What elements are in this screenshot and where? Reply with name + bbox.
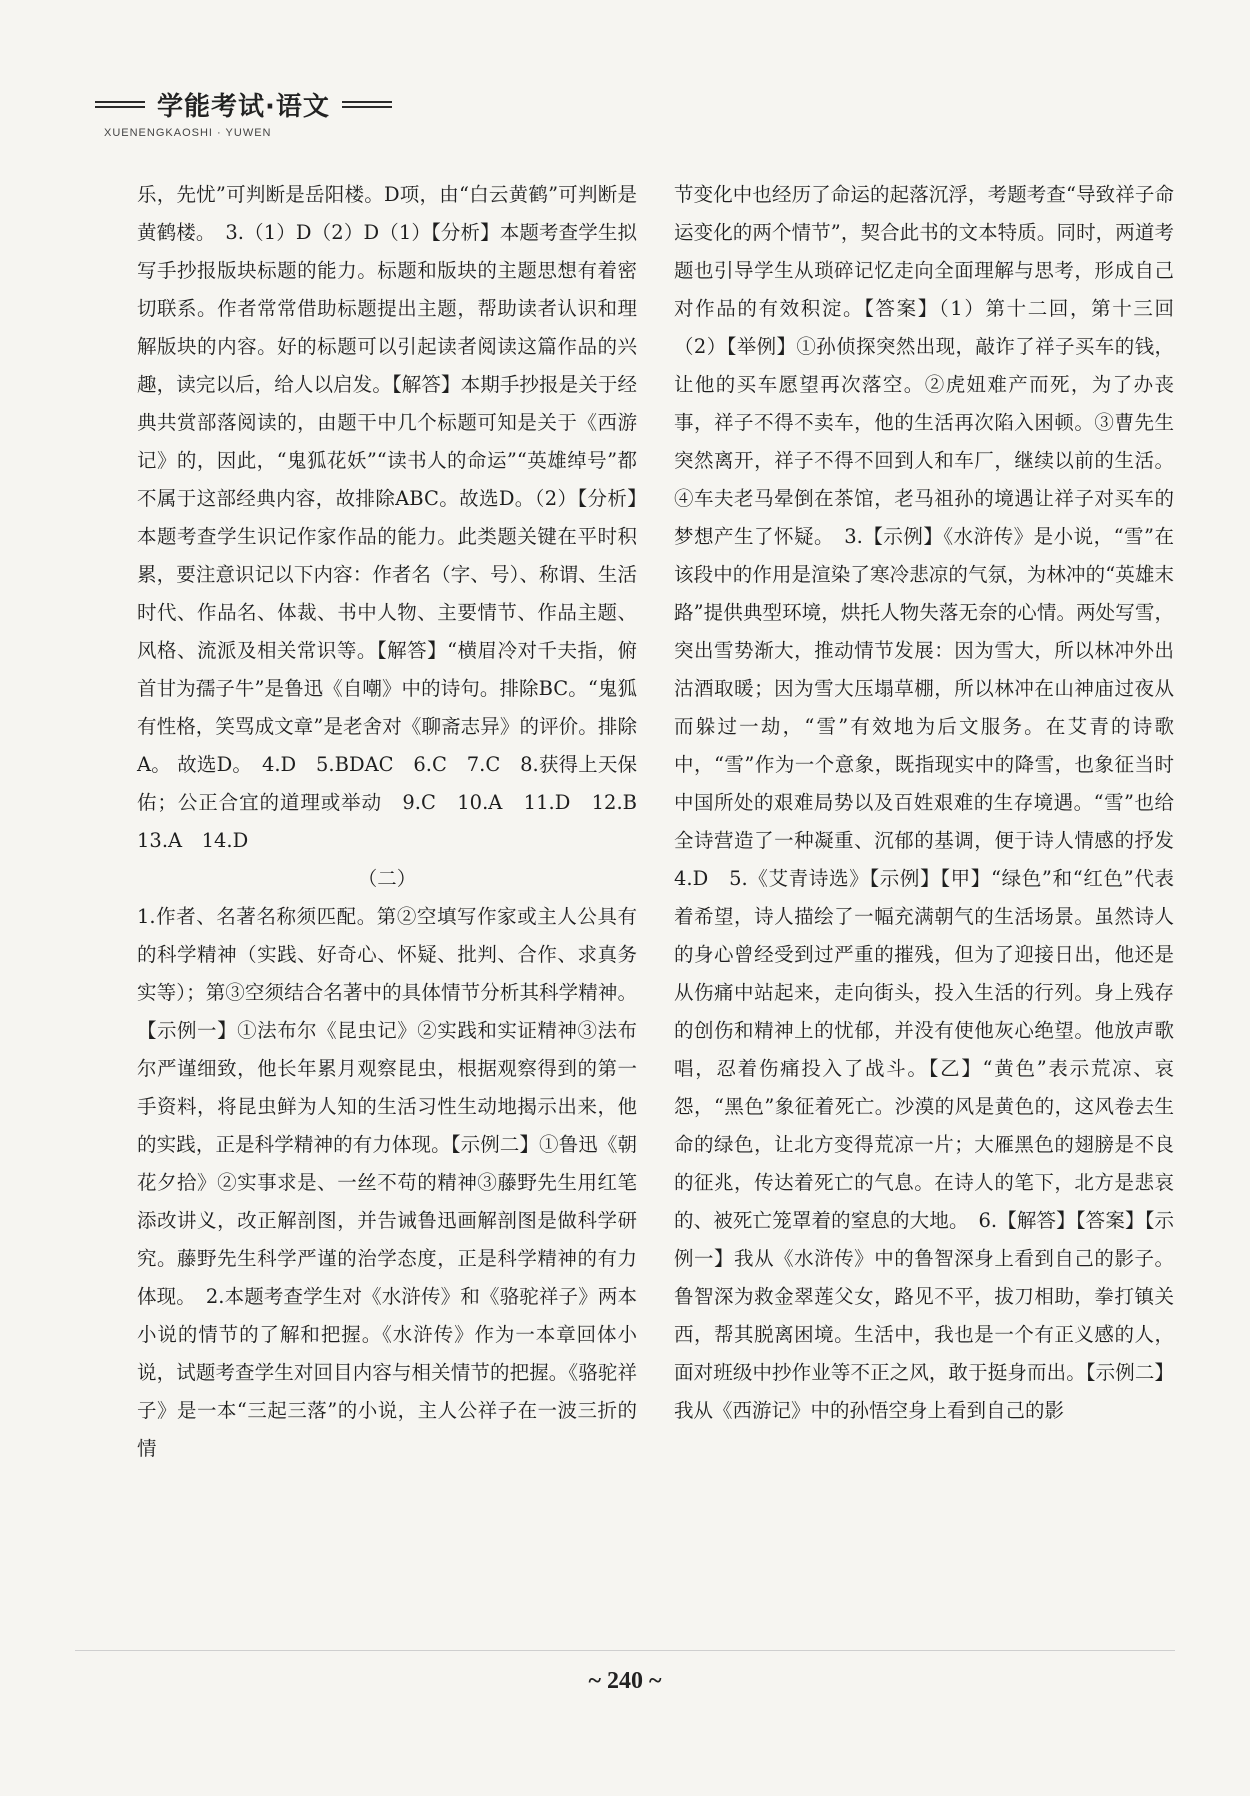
- right-column: [674, 176, 1194, 1430]
- section-heading: （二）: [357, 867, 417, 890]
- header-rule-left: [95, 101, 145, 108]
- answer-paragraph: 节变化中也经历了命运的起落沉浮，考题考查“导致祥子命运变化的两个情节”，契合此书的文本特质。同时，两道考题也引导学生从琐碎记忆走向全面理解与思考，形成自己对作品的有效积淀。【答案】（1）第十二回，第十三回（2）【举例】①孙侦探突然出现，敲诈了祥子买车的钱，让他的买车愿望再次落空。②虎妞难产而死，为了办丧事，祥子不得不卖车，他的生活再次陷入困顿。③曹先生突然离开，祥子不得不回到人和车厂，继续以前的生活。④车夫老马晕倒在茶馆，老马祖孙的境遇让祥子对买车的梦想产生了怀疑。 3.【示例】《水浒传》是小说，“雪”在该段中的作用是渲染了寒冷悲凉的气氛，为林冲的“英雄末路”提供典型环境，烘托人物失落无奈的心情。两处写雪，突出雪势渐大，推动情节发展：因为雪大，所以林冲外出沽酒取暖；因为雪大压塌草棚，所以林冲在山神庙过夜从而躲过一劫，“雪”有效地为后文服务。在艾青的诗歌中，“雪”作为一个意象，既指现实中的降雪，也象征当时中国所处的艰难局势以及百姓艰难的生存境遇。“雪”也给全诗营造了一种凝重、沉郁的基调，便于诗人情感的抒发 4.D 5.《艾青诗选》【示例】【甲】“绿色”和“红色”代表着希望，诗人描绘了一幅充满朝气的生活场景。虽然诗人的身心曾经受到过严重的摧残，但为了迎接日出，他还是从伤痛中站起来，走向街头，投入生活的行列。身上残存的创伤和精神上的忧郁，并没有使他灰心绝望。他放声歌唱，忍着伤痛投入了战斗。【乙】“黄色”表示荒凉、哀怨，“黑色”象征着死亡。沙漠的风是黄色的，这风卷去生命的绿色，让北方变得荒凉一片；大雁黑色的翅膀是不良的征兆，传达着死亡的气息。在诗人的笔下，北方是悲哀的、被死亡笼罩着的窒息的大地。 6.【解答】【答案】【示例一】我从《水浒传》中的鲁智深身上看到自己的影子。鲁智深为救金翠莲父女，路见不平，拔刀相助，拳打镇关西，帮其脱离困境。生活中，我也是一个有正义感的人，面对班级中抄作业等不正之风，敢于挺身而出。【示例二】我从《西游记》中的孙悟空身上看到自己的影: [674, 183, 1194, 1422]
- left-column: [137, 176, 657, 1468]
- page-header: [95, 86, 425, 139]
- header-rule-right: [342, 101, 392, 108]
- answer-paragraph: 1.作者、名著名称须匹配。第②空填写作家或主人公具有的科学精神（实践、好奇心、怀疑、批判、合作、求真务实等）；第③空须结合名著中的具体情节分析其科学精神。【示例一】①法布尔《昆虫记》②实践和实证精神③法布尔严谨细致，他长年累月观察昆虫，根据观察得到的第一手资料，将昆虫鲜为人知的生活习性生动地揭示出来，他的实践，正是科学精神的有力体现。【示例二】①鲁迅《朝花夕拾》②实事求是、一丝不苟的精神③藤野先生用红笔添改讲义，改正解剖图，并告诫鲁迅画解剖图是做科学研究。藤野先生科学严谨的治学态度，正是科学精神的有力体现。 2.本题考查学生对《水浒传》和《骆驼祥子》两本小说的情节的了解和把握。《水浒传》作为一本章回体小说，试题考查学生对回目内容与相关情节的把握。《骆驼祥子》是一本“三起三落”的小说，主人公祥子在一波三折的情: [137, 905, 637, 1460]
- book-title-pinyin: XUENENGKAOSHI · YUWEN: [104, 127, 272, 139]
- book-title: 学能考试·语文: [157, 92, 330, 122]
- page-number: ~ 240 ~: [588, 1668, 662, 1694]
- answer-paragraph: 乐，先忧”可判断是岳阳楼。D项，由“白云黄鹤”可判断是黄鹤楼。 3.（1）D（2）D（1）【分析】本题考查学生拟写手抄报版块标题的能力。标题和版块的主题思想有着密切联系。作者常常借助标题提出主题，帮助读者认识和理解版块的内容。好的标题可以引起读者阅读这篇作品的兴趣，读完以后，给人以启发。【解答】本期手抄报是关于经典共赏部落阅读的，由题干中几个标题可知是关于《西游记》的，因此，“鬼狐花妖”“读书人的命运”“英雄绰号”都不属于这部经典内容，故排除ABC。故选D。（2）【分析】本题考查学生识记作家作品的能力。此类题关键在平时积累，要注意识记以下内容：作者名（字、号）、称谓、生活时代、作品名、体裁、书中人物、主要情节、作品主题、风格、流派及相关常识等。【解答】“横眉冷对千夫指，俯首甘为孺子牛”是鲁迅《自嘲》中的诗句。排除BC。“鬼狐有性格，笑骂成文章”是老舍对《聊斋志异》的评价。排除A。 故选D。 4.D 5.BDAC 6.C 7.C 8.获得上天保佑；公正合宜的道理或举动 9.C 10.A 11.D 12.B 13.A 14.D: [137, 183, 657, 852]
- footer-divider: [75, 1650, 1175, 1651]
